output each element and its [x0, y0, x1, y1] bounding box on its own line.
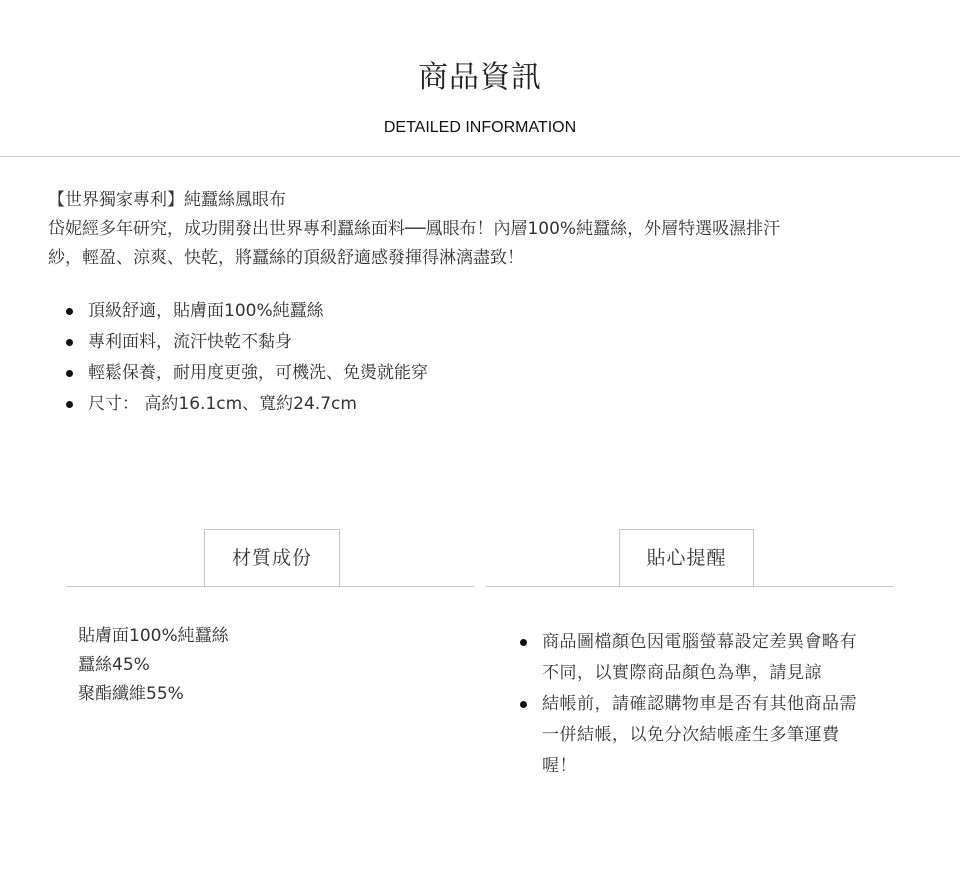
- material-list: [78, 622, 229, 709]
- feature-text: 頂級舒適，貼膚面100%純蠶絲: [88, 301, 324, 321]
- intro-heading: 【世界獨家專利】純蠶絲鳳眼布: [48, 190, 286, 210]
- material-section-divider: [66, 586, 474, 587]
- list-item: [520, 627, 860, 689]
- bullet-icon: [66, 401, 73, 408]
- intro-text-line: 紗，輕盈、涼爽、快乾，將蠶絲的頂級舒適感發揮得淋漓盡致！: [48, 248, 524, 268]
- list-item: [66, 296, 428, 327]
- feature-list: [66, 296, 428, 420]
- product-info-header: [0, 0, 960, 157]
- material-section-tab: 材質成份: [204, 529, 340, 586]
- bullet-icon: [66, 339, 73, 346]
- bullet-icon: [66, 308, 73, 315]
- page-title: 商品資訊: [418, 60, 542, 95]
- list-item: [66, 327, 428, 358]
- list-item: [66, 358, 428, 389]
- notes-section-tab: 貼心提醒: [619, 529, 754, 586]
- feature-text: 專利面料，流汗快乾不黏身: [88, 332, 292, 352]
- list-item: [66, 389, 428, 420]
- bullet-icon: [520, 701, 527, 708]
- notes-list: [520, 627, 860, 782]
- material-line: 貼膚面100%純蠶絲: [78, 626, 229, 646]
- feature-text: 輕鬆保養，耐用度更強，可機洗、免燙就能穿: [88, 363, 428, 383]
- bullet-icon: [66, 370, 73, 377]
- note-text: 結帳前，請確認購物車是否有其他商品需一併結帳，以免分次結帳產生多筆運費喔！: [542, 694, 857, 776]
- intro-text-line: 岱妮經多年研究，成功開發出世界專利蠶絲面料──鳳眼布！內層100%純蠶絲，外層特選吸濕排汗: [48, 219, 781, 239]
- page-subtitle: DETAILED INFORMATION: [383, 119, 577, 136]
- notes-section-divider: [486, 586, 894, 587]
- product-intro: [48, 186, 908, 273]
- list-item: [520, 689, 860, 782]
- material-line: 聚酯纖維55%: [78, 684, 184, 704]
- bullet-icon: [520, 639, 527, 646]
- feature-text: 尺寸： 高約16.1cm、寬約24.7cm: [88, 394, 357, 414]
- note-text: 商品圖檔顏色因電腦螢幕設定差異會略有不同，以實際商品顏色為準，請見諒: [542, 632, 857, 683]
- material-line: 蠶絲45%: [78, 655, 150, 675]
